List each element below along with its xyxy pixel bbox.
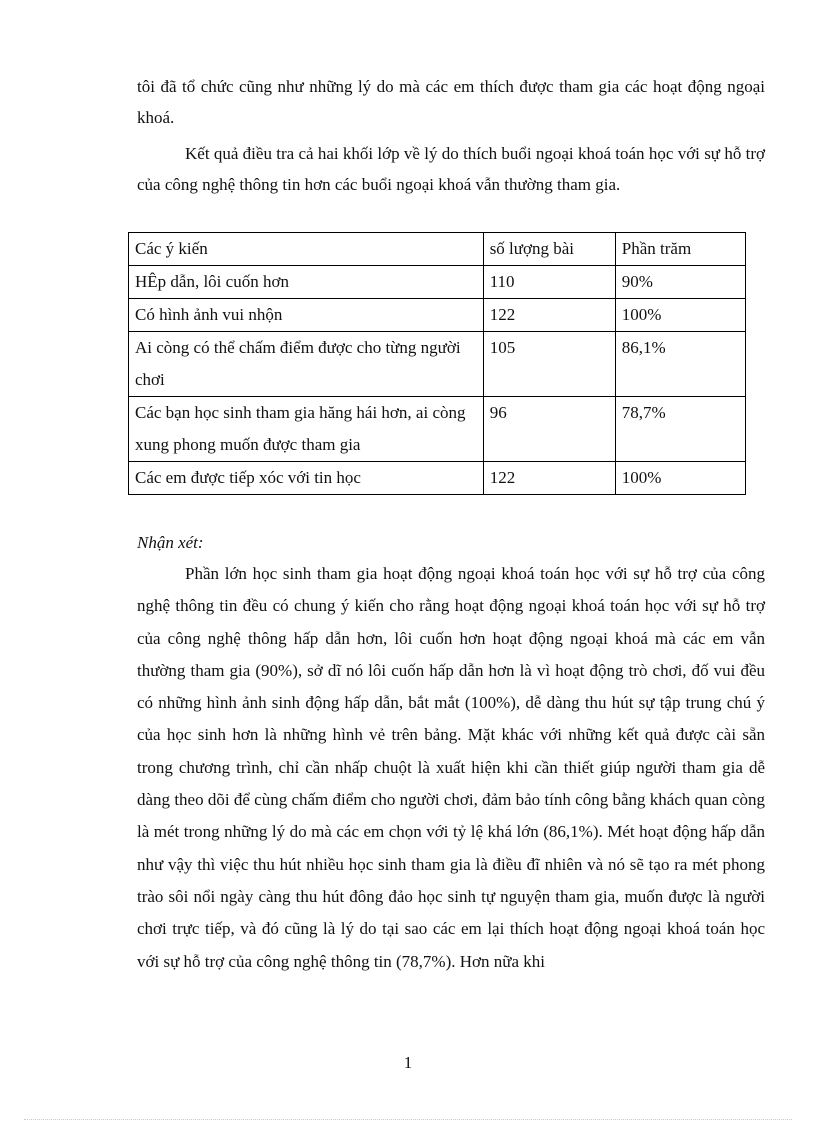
count-cell: 110 <box>483 266 615 299</box>
remark-paragraph: Phần lớn học sinh tham gia hoạt động ngoại khoá toán học với sự hỗ trợ của công nghệ thông tin đều có chung ý kiến cho rằng hoạt động ngoại khoá toán học với sự hỗ trợ của công nghệ thông hấp dẫn hơn, lôi cuốn hơn hoạt động ngoại khoá mà các em vẫn thường tham gia (90%), sở dĩ nó lôi cuốn hấp dẫn hơn là vì hoạt động trò chơi, đố vui đều có những hình ảnh sinh động hấp dẫn, bắt mắt (100%), dễ dàng thu hút sự tập trung chú ý của học sinh hơn là những hình vẻ trên bảng. Mặt khác với những kết quả được cài sẵn trong chương trình, chỉ cần nhấp chuột là xuất hiện khi cần thiết giúp người tham gia dễ dàng theo dõi để cùng chấm điểm cho người chơi, đảm bảo tính công bằng khách quan còng là mét trong những lý do mà các em chọn với tỷ lệ khá lớn (86,1%). Mét hoạt động hấp dẫn như vậy thì việc thu hút nhiều học sinh tham gia là điều đĩ nhiên và nó sẽ tạo ra mét phong trào sôi nổi ngày càng thu hút đông đảo học sinh tự nguyện tham gia, muốn được là người chơi trực tiếp, và đó cũng là lý do tại sao các em lại thích hoạt động ngoại khoá toán học với sự hỗ trợ của công nghệ thông tin (78,7%). Hơn nữa khi <box>137 564 765 971</box>
header-count: số lượng bài <box>483 233 615 266</box>
header-opinion: Các ý kiến <box>129 233 484 266</box>
percent-cell: 78,7% <box>615 397 745 462</box>
page-number: 1 <box>403 1053 413 1072</box>
percent-cell: 90% <box>615 266 745 299</box>
count-cell: 122 <box>483 462 615 495</box>
table-row <box>129 332 746 397</box>
count-cell: 96 <box>483 397 615 462</box>
table-row <box>129 299 746 332</box>
percent-cell: 100% <box>615 299 745 332</box>
table-row <box>129 397 746 462</box>
count-cell: 122 <box>483 299 615 332</box>
table-row <box>129 462 746 495</box>
percent-cell: 100% <box>615 462 745 495</box>
table-row <box>129 266 746 299</box>
opinion-cell: Ai còng có thể chấm điểm được cho từng người chơi <box>129 332 484 397</box>
opinion-cell: Các em được tiếp xóc với tin học <box>129 462 484 495</box>
opinion-cell: HÊp dẫn, lôi cuốn hơn <box>129 266 484 299</box>
count-cell: 105 <box>483 332 615 397</box>
survey-paragraph: Kết quả điều tra cả hai khối lớp về lý do thích buổi ngoại khoá toán học với sự hỗ trợ của công nghệ thông tin hơn các buổi ngoại khoá vẫn thường tham gia. <box>137 144 765 194</box>
percent-cell: 86,1% <box>615 332 745 397</box>
table-header-row <box>129 233 746 266</box>
opinion-cell: Có hình ảnh vui nhộn <box>129 299 484 332</box>
page-bottom-divider <box>24 1119 792 1120</box>
survey-results-table <box>128 232 746 495</box>
intro-paragraph: tôi đã tổ chức cũng như những lý do mà các em thích được tham gia các hoạt động ngoại khoá. <box>137 77 765 127</box>
opinion-cell: Các bạn học sinh tham gia hăng hái hơn, ai còng xung phong muốn được tham gia <box>129 397 484 462</box>
header-percent: Phần trăm <box>615 233 745 266</box>
remark-heading: Nhận xét: <box>137 533 204 552</box>
